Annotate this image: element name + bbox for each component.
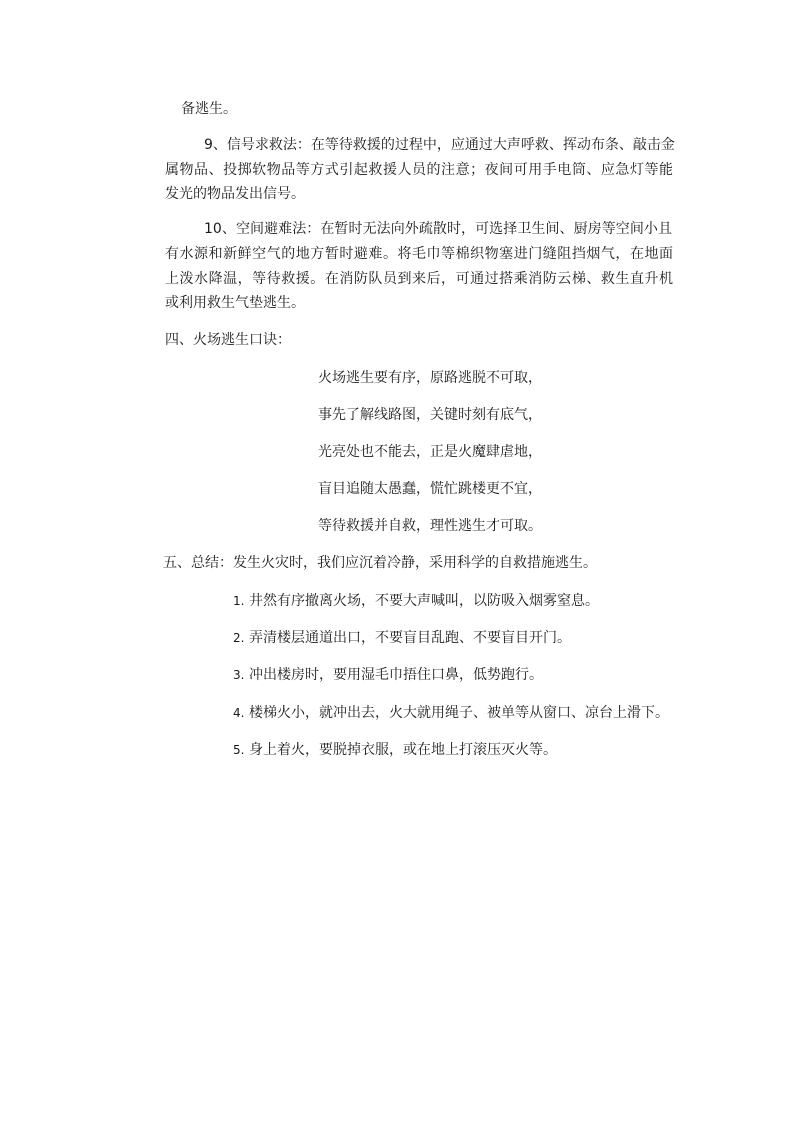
poem-line: 等待救援并自救，理性逃生才可取。 — [318, 518, 542, 534]
list-item — [233, 704, 669, 722]
list-text: 楼梯火小，就冲出去，火大就用绳子、被单等从窗口、凉台上滑下。 — [249, 705, 669, 721]
list-number: 1. — [233, 594, 245, 608]
section-5-heading: 五、总结：发生火灾时，我们应沉着冷静，采用科学的自救措施逃生。 — [163, 555, 597, 571]
paragraph-line: 上泼水降温，等待救援。在消防队员到来后，可通过搭乘消防云梯、救生直升机 — [165, 271, 673, 287]
poem-line: 光亮处也不能去，正是火魔肆虐地， — [318, 444, 542, 460]
list-text: 身上着火，要脱掉衣服，或在地上打滚压灭火等。 — [249, 742, 557, 758]
carry-over-text: 备逃生。 — [181, 101, 237, 117]
list-number: 3. — [233, 668, 245, 682]
paragraph-line: 10、空间避难法：在暂时无法向外疏散时，可选择卫生间、厨房等空间小且 — [204, 221, 672, 237]
list-item — [233, 666, 543, 684]
list-number: 4. — [233, 706, 245, 720]
poem-line: 盲目追随太愚蠢，慌忙跳楼更不宜， — [318, 481, 542, 497]
poem-line: 火场逃生要有序，原路逃脱不可取， — [318, 370, 542, 386]
list-item — [233, 592, 599, 610]
paragraph-line: 属物品、投掷软物品等方式引起救援人员的注意；夜间可用手电筒、应急灯等能 — [165, 162, 673, 178]
list-number: 2. — [233, 631, 245, 645]
poem-line: 事先了解线路图，关键时刻有底气， — [318, 407, 542, 423]
paragraph-line: 有水源和新鲜空气的地方暂时避难。将毛巾等棉织物塞进门缝阻挡烟气，在地面 — [165, 246, 673, 262]
list-text: 弄清楼层通道出口，不要盲目乱跑、不要盲目开门。 — [249, 630, 571, 646]
section-4-heading: 四、火场逃生口诀： — [165, 332, 291, 348]
list-number: 5. — [233, 743, 245, 757]
list-text: 冲出楼房时，要用湿毛巾捂住口鼻，低势跑行。 — [249, 667, 543, 683]
list-item — [233, 741, 557, 759]
paragraph-line: 或利用救生气垫逃生。 — [165, 295, 305, 311]
list-item — [233, 629, 571, 647]
paragraph-line: 9、信号求救法：在等待救援的过程中，应通过大声呼救、挥动布条、敲击金 — [204, 137, 675, 153]
list-text: 井然有序撤离火场，不要大声喊叫，以防吸入烟雾窒息。 — [249, 593, 599, 609]
paragraph-line: 发光的物品发出信号。 — [165, 186, 305, 202]
